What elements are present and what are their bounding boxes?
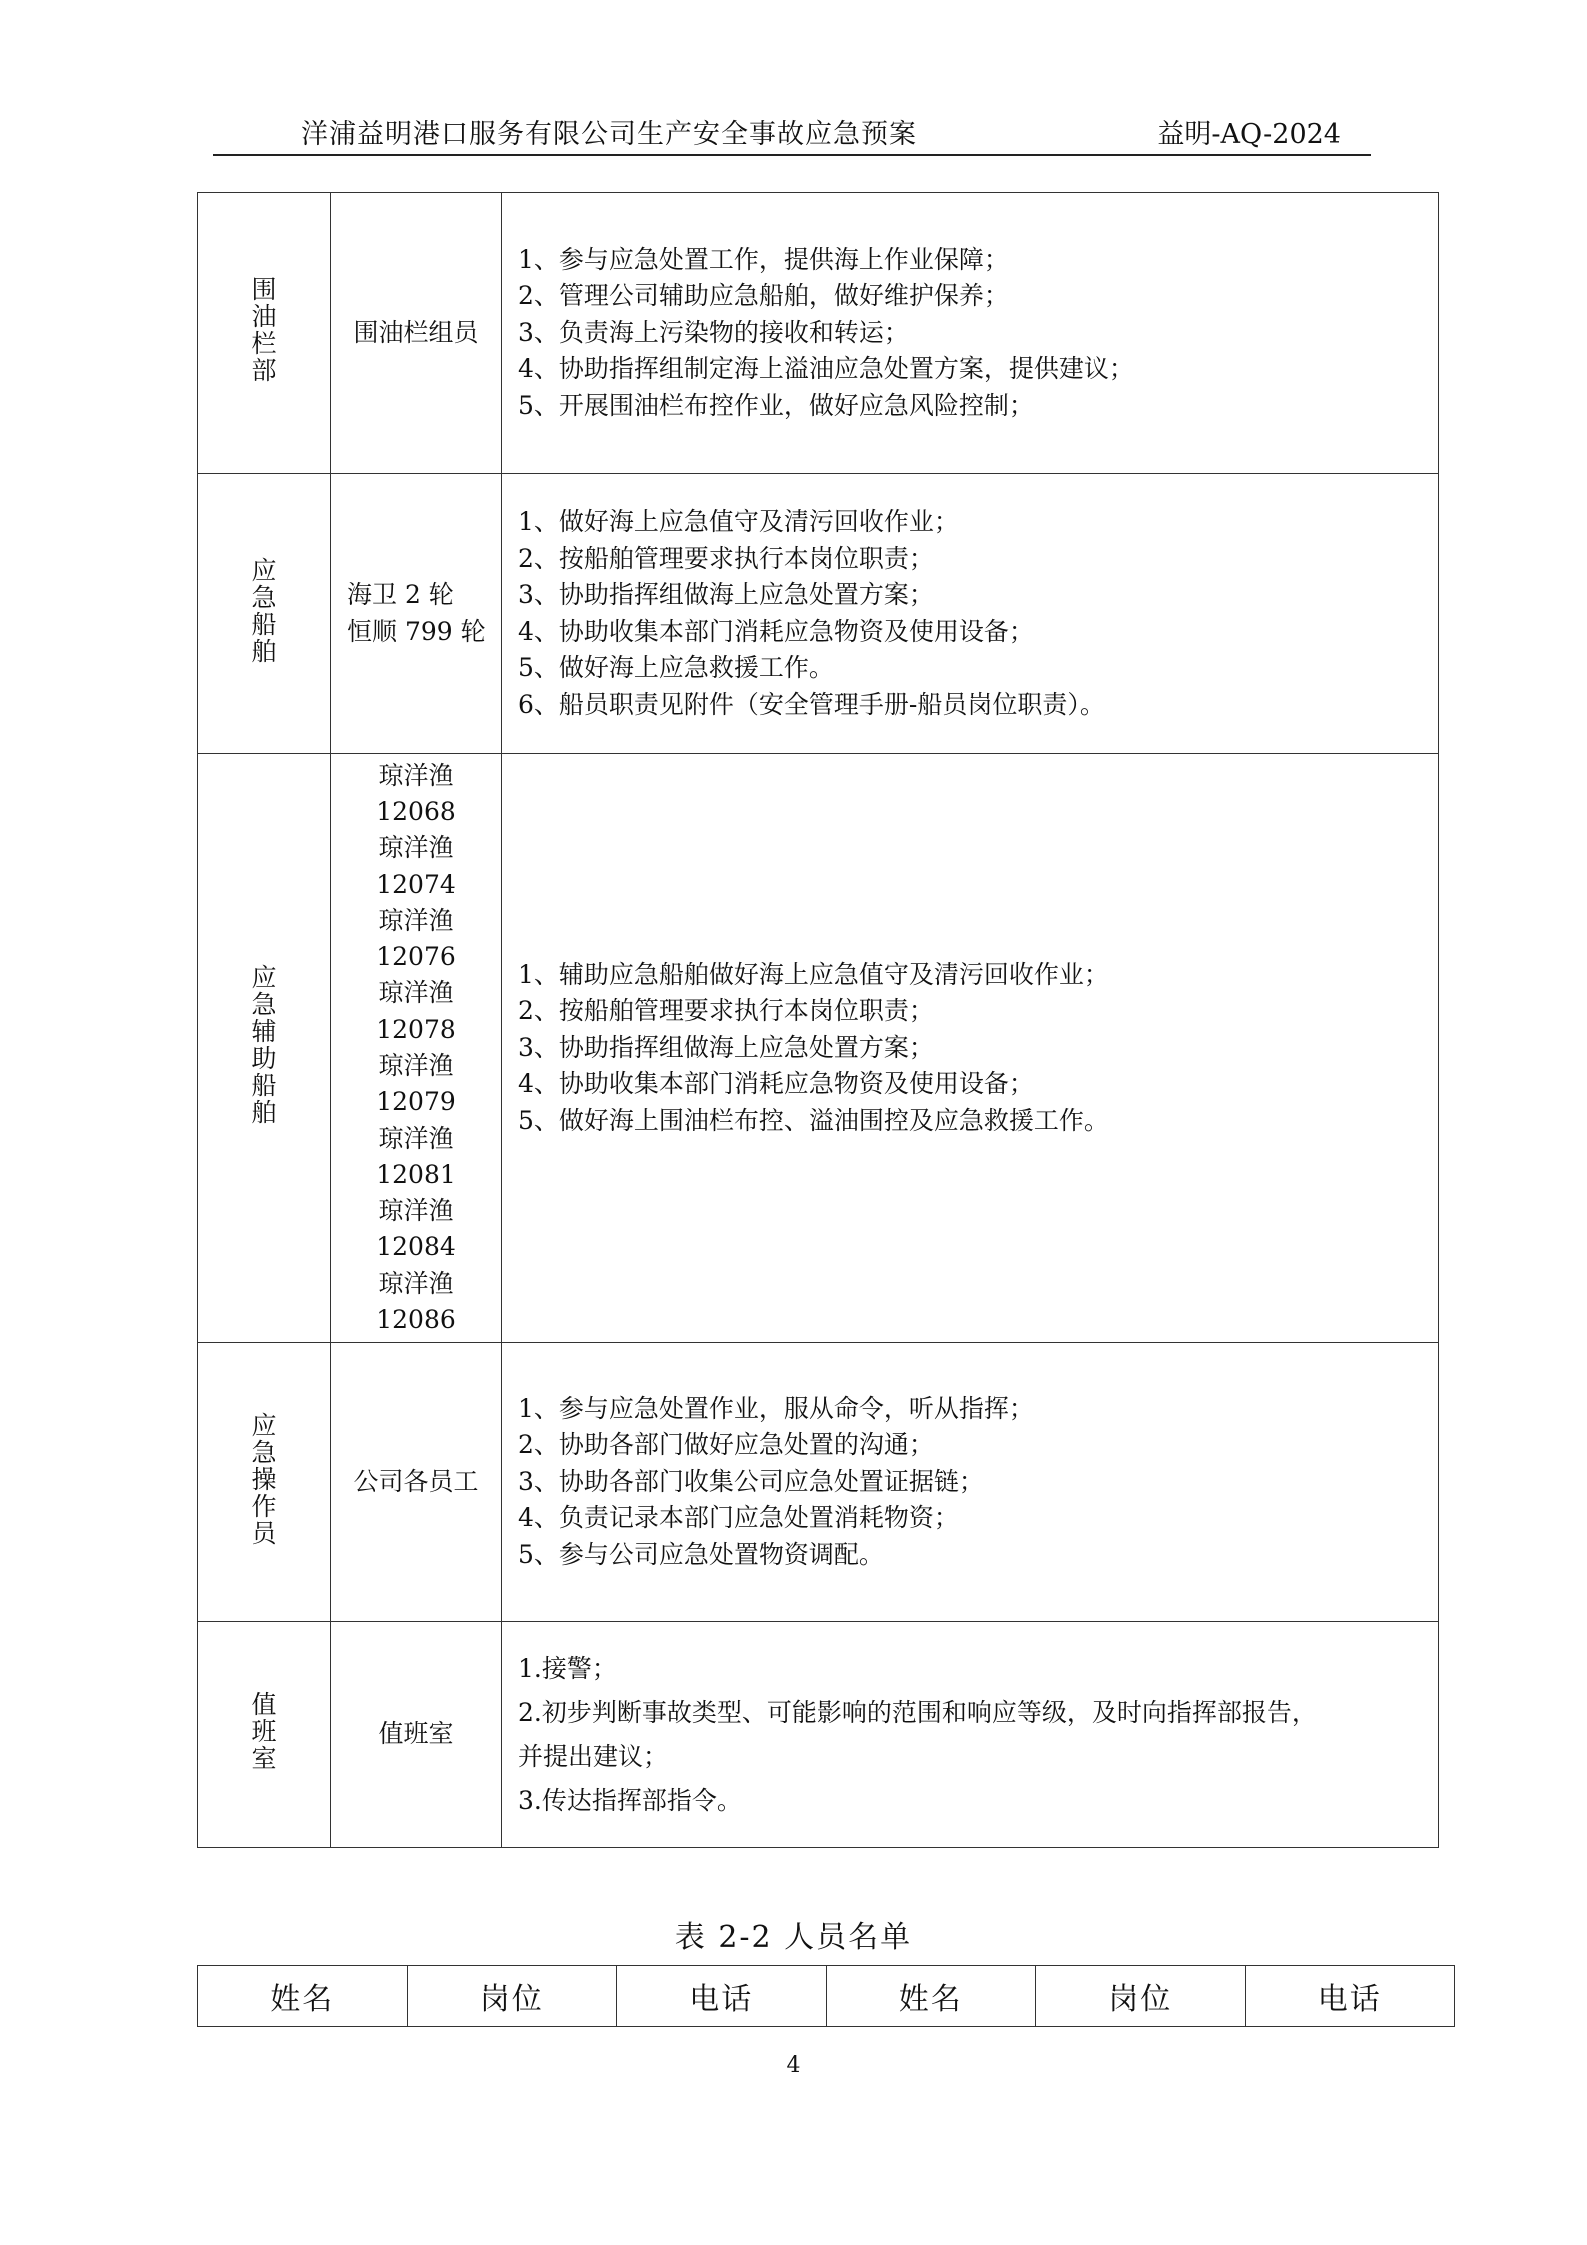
member-cell: 值班室 — [331, 1622, 502, 1848]
ship-name: 琼洋渔 — [378, 905, 454, 935]
ship-number: 12081 — [376, 1159, 456, 1189]
dept-cell — [198, 1343, 331, 1622]
duty-item: 3、协助指挥组做海上应急处置方案； — [518, 580, 934, 609]
duty-item: 4、协助收集本部门消耗应急物资及使用设备； — [518, 616, 1034, 646]
dept-label: 应急操作员 — [251, 1410, 277, 1548]
ship-number: 12079 — [376, 1087, 456, 1117]
ship-number: 12076 — [376, 942, 456, 972]
table-row — [198, 1343, 1439, 1622]
table-caption: 表 2-2 人员名单 — [674, 1920, 913, 1955]
roster-table — [197, 1965, 1455, 2027]
duty-item: 5、开展围油栏布控作业，做好应急风险控制； — [518, 390, 1034, 420]
ship-number: 12084 — [376, 1232, 456, 1262]
duty-item: 2、按船舶管理要求执行本岗位职责； — [518, 996, 934, 1026]
duty-item: 6、船员职责见附件（安全管理手册-船员岗位职责）。 — [518, 689, 1105, 719]
member-cell — [331, 754, 502, 1343]
duty-item: 4、协助收集本部门消耗应急物资及使用设备； — [518, 1069, 1034, 1099]
dept-cell — [198, 474, 331, 754]
duty-table — [197, 192, 1439, 1848]
table-row — [198, 474, 1439, 754]
duty-item: 1.接警； — [518, 1653, 617, 1683]
duty-item: 1、做好海上应急值守及清污回收作业； — [518, 507, 959, 536]
table-header-row — [198, 1966, 1455, 2027]
page-number: 4 — [786, 2053, 801, 2078]
document-title: 洋浦益明港口服务有限公司生产安全事故应急预案 — [301, 119, 917, 150]
duty-cell — [502, 193, 1439, 474]
ship-number: 12086 — [376, 1305, 456, 1335]
column-header-phone: 电话 — [617, 1966, 827, 2027]
member-cell: 围油栏组员 — [331, 193, 502, 474]
ship-name: 琼洋渔 — [378, 978, 454, 1008]
duty-item: 2.初步判断事故类型、可能影响的范围和响应等级，及时向指挥部报告， — [518, 1697, 1317, 1727]
ship-number: 12074 — [376, 869, 456, 899]
table-row — [198, 1622, 1439, 1848]
duty-item: 2、按船舶管理要求执行本岗位职责； — [518, 543, 934, 573]
dept-label: 应急船舶 — [251, 555, 277, 666]
duty-item: 3、负责海上污染物的接收和转运； — [518, 317, 909, 347]
ship-number: 12068 — [376, 796, 456, 826]
ship-name: 琼洋渔 — [378, 1123, 454, 1153]
duty-item: 2、管理公司辅助应急船舶，做好维护保养； — [518, 281, 1009, 311]
ship-name: 琼洋渔 — [378, 1051, 454, 1080]
ship-name: 琼洋渔 — [378, 1268, 454, 1298]
column-header-position: 岗位 — [407, 1966, 617, 2027]
member-cell: 公司各员工 — [331, 1343, 502, 1622]
ship-number: 12078 — [376, 1014, 456, 1044]
dept-label: 应急辅助船舶 — [251, 963, 277, 1128]
duty-item: 2、协助各部门做好应急处置的沟通； — [518, 1430, 934, 1460]
ship-name: 琼洋渔 — [378, 760, 454, 790]
ship-name: 琼洋渔 — [378, 1196, 454, 1226]
member-cell — [331, 474, 502, 754]
table-row — [198, 193, 1439, 474]
member-name: 海卫 2 轮 — [347, 580, 454, 609]
duty-item: 1、参与应急处置作业，服从命令，听从指挥； — [518, 1393, 1034, 1423]
table-row — [198, 754, 1439, 1343]
duty-item: 1、辅助应急船舶做好海上应急值守及清污回收作业； — [518, 959, 1109, 989]
dept-cell — [198, 1622, 331, 1848]
document-code: 益明-AQ-2024 — [1157, 119, 1341, 150]
dept-label: 围油栏部 — [251, 275, 277, 386]
column-header-name: 姓名 — [198, 1966, 408, 2027]
duty-item: 4、协助指挥组制定海上溢油应急处置方案，提供建议； — [518, 354, 1134, 384]
duty-item: 3、协助指挥组做海上应急处置方案； — [518, 1032, 934, 1062]
duty-item: 5、参与公司应急处置物资调配。 — [518, 1539, 884, 1569]
duty-cell — [502, 474, 1439, 754]
duty-cell — [502, 1343, 1439, 1622]
column-header-name: 姓名 — [826, 1966, 1036, 2027]
duty-item: 并提出建议； — [518, 1741, 669, 1771]
duty-item: 1、参与应急处置工作，提供海上作业保障； — [518, 244, 1009, 274]
column-header-position: 岗位 — [1036, 1966, 1246, 2027]
duty-item: 3、协助各部门收集公司应急处置证据链； — [518, 1466, 984, 1496]
dept-cell — [198, 193, 331, 474]
ship-name: 琼洋渔 — [378, 833, 454, 863]
duty-item: 5、做好海上应急救援工作。 — [518, 653, 834, 682]
dept-label: 值班室 — [251, 1690, 277, 1774]
duty-cell — [502, 754, 1439, 1343]
column-header-phone: 电话 — [1245, 1966, 1455, 2027]
dept-cell — [198, 754, 331, 1343]
duty-item: 4、负责记录本部门应急处置消耗物资； — [518, 1503, 959, 1533]
duty-cell — [502, 1622, 1439, 1848]
member-name: 恒顺 799 轮 — [347, 616, 486, 646]
page-header — [213, 110, 1371, 156]
duty-item: 3.传达指挥部指令。 — [518, 1785, 742, 1815]
duty-item: 5、做好海上围油栏布控、溢油围控及应急救援工作。 — [518, 1105, 1109, 1135]
